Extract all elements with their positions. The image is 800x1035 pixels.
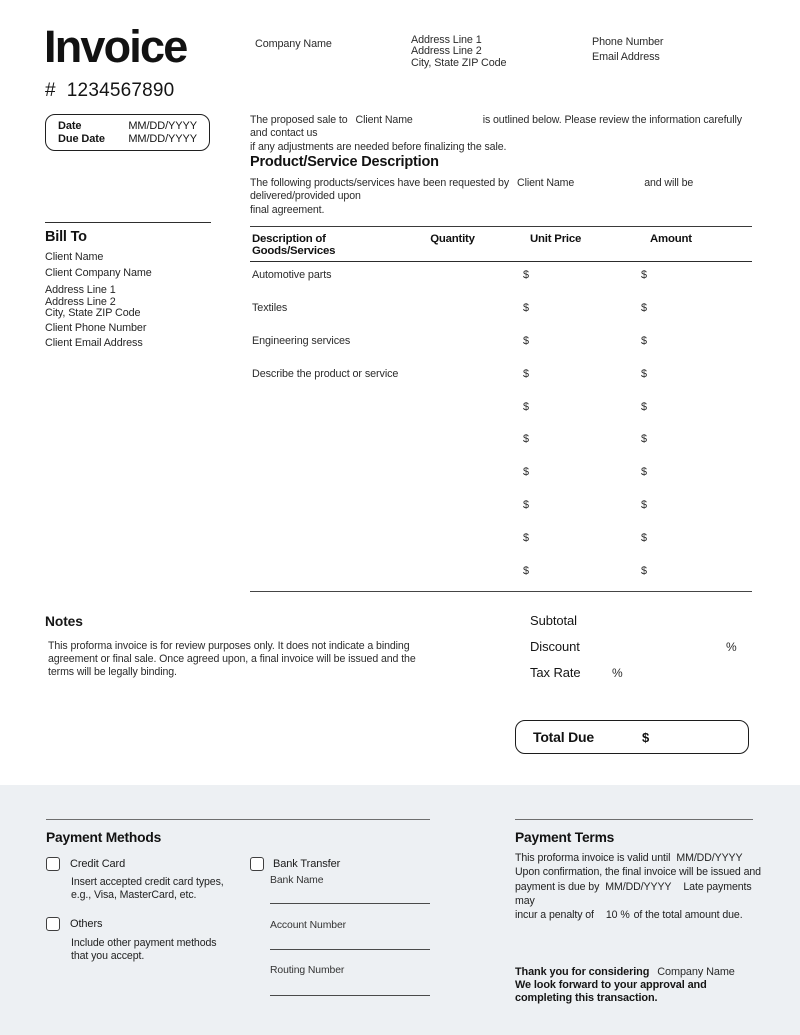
invoice-number-prefix: # bbox=[45, 80, 56, 101]
company-address-line1: Address Line 1 bbox=[411, 34, 482, 46]
amount-cell[interactable] bbox=[610, 466, 752, 492]
notes-heading: Notes bbox=[45, 614, 83, 629]
currency-symbol: $ bbox=[523, 466, 529, 479]
unit-price-cell[interactable] bbox=[495, 466, 610, 492]
column-header-unit-price: Unit Price bbox=[530, 233, 582, 245]
currency-symbol: $ bbox=[523, 301, 529, 314]
routing-number-label: Routing Number bbox=[270, 965, 345, 976]
others-hint: Include other payment methods that you accept. bbox=[71, 937, 217, 962]
closing-company-name: Company Name bbox=[657, 966, 735, 978]
closing-thanks-line bbox=[515, 966, 765, 979]
terms-penalty-text: incur a penalty of bbox=[515, 909, 594, 922]
items-table-body bbox=[250, 262, 752, 592]
notes-body: This proforma invoice is for review purposes only. It does not indicate a binding agreement or final sale. Once agreed upon, a final invoice will be issued and the terms will be legally binding. bbox=[48, 640, 416, 678]
total-due-box bbox=[515, 720, 749, 754]
closing-message bbox=[515, 966, 765, 1006]
product-section-heading: Product/Service Description bbox=[250, 154, 439, 170]
unit-price-cell[interactable] bbox=[495, 368, 610, 394]
account-number-label: Account Number bbox=[270, 920, 346, 931]
discount-percent-symbol: % bbox=[726, 640, 737, 654]
currency-symbol: $ bbox=[523, 400, 529, 413]
bill-to-address-line2-field[interactable]: Address Line 2 bbox=[45, 295, 116, 308]
bank-name-label: Bank Name bbox=[270, 875, 324, 886]
payment-terms-divider bbox=[515, 819, 753, 820]
bill-to-address-line1-field[interactable]: Address Line 1 bbox=[45, 284, 116, 297]
items-table bbox=[250, 226, 752, 592]
currency-symbol: $ bbox=[523, 499, 529, 512]
bank-transfer-label: Bank Transfer bbox=[273, 858, 341, 870]
table-row bbox=[250, 361, 752, 394]
table-row bbox=[250, 459, 752, 492]
product-text-after-2: final agreement. bbox=[250, 203, 325, 216]
quantity-cell[interactable] bbox=[410, 499, 495, 525]
table-row bbox=[250, 525, 752, 558]
valid-until-date-field[interactable]: MM/DD/YYYY bbox=[676, 852, 743, 864]
description-cell[interactable] bbox=[250, 499, 410, 525]
due-by-date-field[interactable]: MM/DD/YYYY bbox=[605, 880, 672, 893]
currency-symbol: $ bbox=[523, 532, 529, 545]
currency-symbol: $ bbox=[641, 433, 647, 446]
currency-symbol: $ bbox=[641, 532, 647, 545]
terms-penalty-after-text: of the total amount due. bbox=[633, 909, 743, 922]
amount-cell[interactable] bbox=[610, 565, 752, 591]
product-text-before: The following products/services have been requested by bbox=[250, 177, 510, 189]
table-row bbox=[250, 262, 752, 295]
intro-text-after-1: is outlined below. Please review the information carefully and contact us bbox=[250, 114, 742, 140]
total-due-label: Total Due bbox=[533, 729, 594, 745]
account-number-input-line[interactable] bbox=[270, 949, 430, 950]
subtotal-label: Subtotal bbox=[530, 613, 577, 628]
bill-to-client-company-field[interactable]: Client Company Name bbox=[45, 267, 152, 280]
unit-price-cell[interactable] bbox=[495, 532, 610, 558]
product-text-after-1: and will be delivered/provided upon bbox=[250, 177, 694, 203]
bill-to-client-email-field[interactable]: Client Email Address bbox=[45, 337, 143, 350]
page-title: Invoice bbox=[44, 21, 187, 72]
amount-cell[interactable] bbox=[610, 368, 752, 394]
amount-cell[interactable] bbox=[610, 335, 752, 361]
table-row bbox=[250, 295, 752, 328]
unit-price-cell[interactable] bbox=[495, 565, 610, 591]
invoice-number-value[interactable]: 1234567890 bbox=[66, 80, 175, 101]
description-cell[interactable]: Engineering services bbox=[252, 334, 351, 347]
company-address bbox=[411, 35, 506, 69]
payment-terms-heading: Payment Terms bbox=[515, 830, 615, 845]
amount-cell[interactable] bbox=[610, 269, 752, 295]
quantity-cell[interactable] bbox=[410, 466, 495, 492]
quantity-cell[interactable] bbox=[410, 335, 495, 361]
company-city-state-zip: City, State ZIP Code bbox=[411, 56, 507, 69]
amount-cell[interactable] bbox=[610, 302, 752, 328]
column-header-description: Description of Goods/Services bbox=[252, 233, 336, 257]
description-cell[interactable] bbox=[250, 433, 410, 459]
bank-transfer-checkbox[interactable] bbox=[250, 857, 264, 871]
currency-symbol: $ bbox=[641, 367, 647, 380]
terms-line2: Upon confirmation, the final invoice will be issued and bbox=[515, 866, 761, 879]
due-date-label: Due Date bbox=[58, 132, 105, 145]
currency-symbol: $ bbox=[523, 565, 529, 578]
intro-client-name-field[interactable]: Client Name bbox=[355, 114, 413, 126]
payment-methods-divider bbox=[46, 819, 430, 820]
bill-to-block bbox=[45, 252, 152, 349]
currency-symbol: $ bbox=[523, 334, 529, 347]
unit-price-cell[interactable] bbox=[495, 335, 610, 361]
column-header-amount: Amount bbox=[650, 233, 692, 245]
table-row bbox=[250, 328, 752, 361]
unit-price-cell[interactable] bbox=[495, 302, 610, 328]
quantity-cell[interactable] bbox=[410, 433, 495, 459]
terms-due-by-text: payment is due by bbox=[515, 880, 600, 893]
quantity-cell[interactable] bbox=[410, 532, 495, 558]
terms-valid-until-text: This proforma invoice is valid until bbox=[515, 852, 671, 864]
table-row bbox=[250, 394, 752, 427]
currency-symbol: $ bbox=[641, 269, 647, 281]
amount-cell[interactable] bbox=[610, 401, 752, 427]
date-value-field[interactable]: MM/DD/YYYY bbox=[128, 120, 197, 132]
bank-name-input-line[interactable] bbox=[270, 903, 430, 904]
date-box bbox=[45, 114, 210, 151]
quantity-cell[interactable] bbox=[410, 401, 495, 427]
description-cell[interactable]: Automotive parts bbox=[252, 269, 332, 281]
others-checkbox[interactable] bbox=[46, 917, 60, 931]
currency-symbol: $ bbox=[641, 466, 647, 479]
unit-price-cell[interactable] bbox=[495, 401, 610, 427]
currency-symbol: $ bbox=[523, 367, 529, 380]
quantity-cell[interactable] bbox=[410, 302, 495, 328]
currency-symbol: $ bbox=[641, 499, 647, 512]
company-name: Company Name bbox=[255, 38, 332, 50]
description-cell[interactable]: Describe the product or service bbox=[252, 367, 399, 380]
terms-late-text: Late payments may bbox=[515, 880, 752, 907]
bill-to-client-phone-field[interactable]: Client Phone Number bbox=[45, 322, 147, 335]
product-client-name-field[interactable]: Client Name bbox=[517, 177, 575, 189]
closing-thanks-text: Thank you for considering bbox=[515, 966, 650, 978]
description-cell[interactable] bbox=[250, 466, 410, 492]
date-row bbox=[58, 120, 197, 132]
company-email: Email Address bbox=[592, 51, 660, 63]
table-row bbox=[250, 426, 752, 459]
payment-methods-heading: Payment Methods bbox=[46, 830, 162, 845]
currency-symbol: $ bbox=[641, 400, 647, 413]
unit-price-cell[interactable] bbox=[495, 433, 610, 459]
credit-card-checkbox[interactable] bbox=[46, 857, 60, 871]
bill-to-heading: Bill To bbox=[45, 229, 87, 245]
invoice-number bbox=[45, 80, 174, 102]
bill-to-divider bbox=[45, 222, 211, 223]
quantity-cell[interactable] bbox=[410, 368, 495, 394]
currency-symbol: $ bbox=[641, 301, 647, 314]
intro-paragraph bbox=[250, 114, 755, 154]
discount-label: Discount bbox=[530, 639, 580, 654]
table-row bbox=[250, 492, 752, 525]
currency-symbol: $ bbox=[523, 269, 529, 281]
currency-symbol: $ bbox=[523, 433, 529, 446]
currency-symbol: $ bbox=[641, 334, 647, 347]
credit-card-label: Credit Card bbox=[70, 858, 126, 870]
table-row bbox=[250, 558, 752, 591]
quantity-cell[interactable] bbox=[410, 565, 495, 591]
amount-cell[interactable] bbox=[610, 499, 752, 525]
others-label: Others bbox=[70, 918, 103, 930]
penalty-percent-field[interactable]: 10 % bbox=[605, 909, 630, 922]
payment-terms-paragraph bbox=[515, 851, 763, 922]
product-section-paragraph bbox=[250, 177, 755, 217]
column-header-quantity: Quantity bbox=[430, 233, 475, 245]
company-phone: Phone Number bbox=[592, 36, 664, 48]
intro-text-before: The proposed sale to bbox=[250, 114, 348, 126]
closing-message-text: We look forward to your approval and completing this transaction. bbox=[515, 979, 707, 1005]
description-cell[interactable] bbox=[250, 565, 410, 591]
unit-price-cell[interactable] bbox=[495, 499, 610, 525]
routing-number-input-line[interactable] bbox=[270, 995, 430, 996]
due-date-value-field[interactable]: MM/DD/YYYY bbox=[128, 132, 197, 145]
company-address-line2: Address Line 2 bbox=[411, 45, 482, 58]
due-date-row bbox=[58, 133, 197, 145]
credit-card-hint: Insert accepted credit card types, e.g., Visa, MasterCard, etc. bbox=[71, 876, 224, 901]
bill-to-client-name-field[interactable]: Client Name bbox=[45, 251, 104, 263]
bill-to-city-state-zip-field[interactable]: City, State ZIP Code bbox=[45, 306, 141, 319]
amount-cell[interactable] bbox=[610, 433, 752, 459]
total-currency-symbol: $ bbox=[642, 729, 650, 745]
tax-rate-label: Tax Rate bbox=[530, 665, 581, 680]
currency-symbol: $ bbox=[641, 565, 647, 578]
intro-text-after-2: if any adjustments are needed before finalizing the sale. bbox=[250, 140, 507, 153]
date-label: Date bbox=[58, 120, 82, 132]
description-cell[interactable] bbox=[250, 401, 410, 427]
items-table-header bbox=[250, 227, 752, 262]
tax-percent-symbol: % bbox=[612, 666, 623, 680]
description-cell[interactable] bbox=[250, 532, 410, 558]
description-cell[interactable]: Textiles bbox=[252, 301, 288, 314]
quantity-cell[interactable] bbox=[410, 269, 495, 295]
unit-price-cell[interactable] bbox=[495, 269, 610, 295]
amount-cell[interactable] bbox=[610, 532, 752, 558]
